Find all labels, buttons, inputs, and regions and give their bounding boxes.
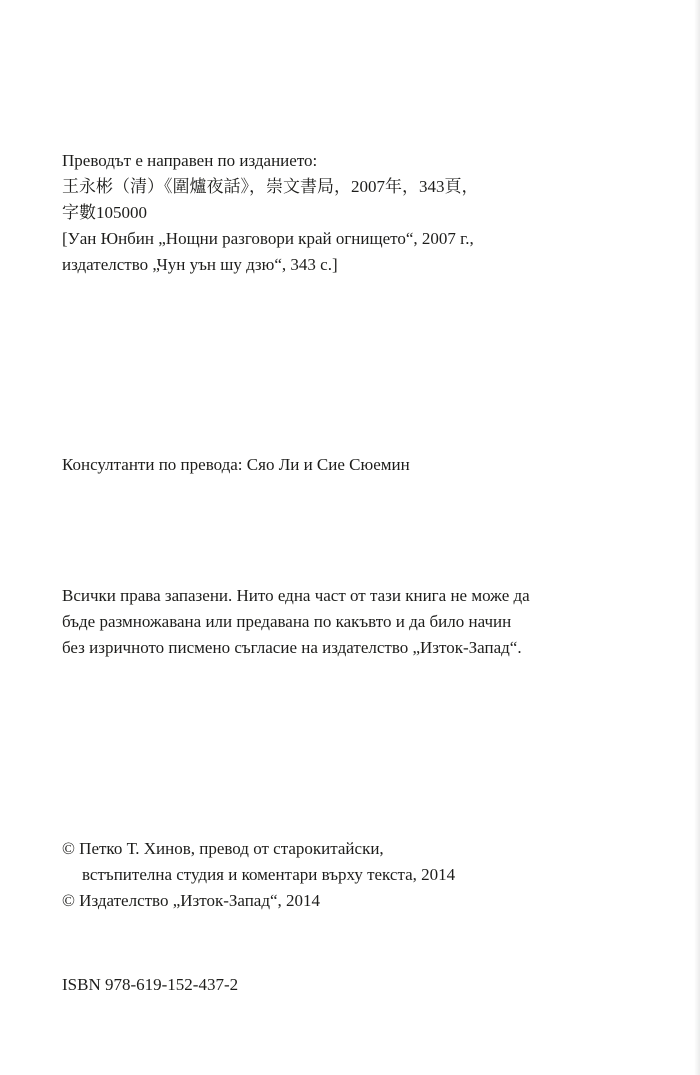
publisher-copyright-line: © Издателство „Изток-Запад“, 2014 [62,891,321,910]
rights-notice-line-2: бъде размножавана или предавана по какъвто и да било начин [62,612,512,631]
consultants-block [62,452,662,478]
translator-copyright-line-1: © Петко Т. Хинов, превод от старокитайски, [62,839,384,858]
source-edition-bulgarian-line-1: [Уан Юнбин „Нощни разговори край огнището“, 2007 г., [62,229,474,248]
rights-notice-line-1: Всички права запазени. Нито една част от тази книга не може да [62,586,530,605]
source-edition-intro: Преводът е направен по изданието: [62,151,318,170]
source-edition-chinese-line-2: 字數105000 [62,203,147,222]
source-edition-bulgarian-line-2: издателство „Чун уън шу дзю“, 343 с.] [62,255,338,274]
rights-notice-line-3: без изричното писмено съгласие на издателство „Изток-Запад“. [62,638,522,657]
consultants-text: Консултанти по превода: Сяо Ли и Сие Сюемин [62,455,410,474]
source-edition-chinese-line-1: 王永彬（清）《圍爐夜話》，崇文書局，2007年，343頁， [62,177,479,196]
rights-notice-block [62,583,662,661]
copyright-block [62,836,662,914]
isbn-block [62,972,662,998]
page-edge-shadow [694,0,700,1075]
isbn-text: ISBN 978-619-152-437-2 [62,975,239,994]
source-edition-block [62,148,662,278]
translator-copyright-line-2: встъпителна студия и коментари върху текста, 2014 [82,865,456,884]
